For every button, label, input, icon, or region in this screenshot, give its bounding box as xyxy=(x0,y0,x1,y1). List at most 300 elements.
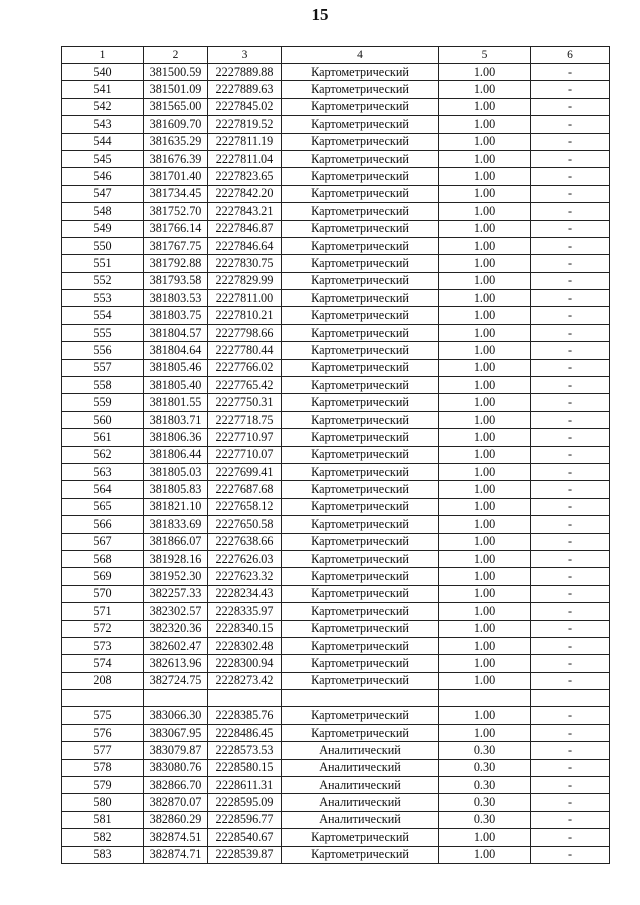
table-cell: 381766.14 xyxy=(144,220,208,237)
coordinates-table xyxy=(61,46,610,864)
table-cell: 546 xyxy=(62,168,144,185)
table-cell: 2227842.20 xyxy=(208,185,282,202)
table-cell: 382874.51 xyxy=(144,829,208,846)
table-cell: 554 xyxy=(62,307,144,324)
table-row xyxy=(62,116,610,133)
table-cell: 568 xyxy=(62,550,144,567)
table-cell: 559 xyxy=(62,394,144,411)
table-cell: 1.00 xyxy=(439,568,531,585)
table-cell: - xyxy=(531,203,610,220)
table-row xyxy=(62,550,610,567)
table-cell: 1.00 xyxy=(439,481,531,498)
table-row xyxy=(62,394,610,411)
table-cell: 382724.75 xyxy=(144,672,208,689)
table-cell: Картометрический xyxy=(282,533,439,550)
table-header-row xyxy=(62,47,610,64)
table-cell: 551 xyxy=(62,255,144,272)
table-row xyxy=(62,690,610,707)
table-cell: 1.00 xyxy=(439,533,531,550)
table-cell: - xyxy=(531,672,610,689)
table-cell: 545 xyxy=(62,150,144,167)
table-cell: 383067.95 xyxy=(144,724,208,741)
table-cell: 1.00 xyxy=(439,255,531,272)
table-cell: 2228573.53 xyxy=(208,742,282,759)
table-cell: 381805.46 xyxy=(144,359,208,376)
table-cell: 381833.69 xyxy=(144,516,208,533)
table-row xyxy=(62,794,610,811)
table-cell: Картометрический xyxy=(282,359,439,376)
column-header: 4 xyxy=(282,47,439,64)
table-cell: - xyxy=(531,707,610,724)
table-cell: 2227889.63 xyxy=(208,81,282,98)
page-number: 15 xyxy=(311,5,329,24)
table-cell: 1.00 xyxy=(439,724,531,741)
table-cell: 208 xyxy=(62,672,144,689)
table-cell: - xyxy=(531,133,610,150)
table-cell: 382302.57 xyxy=(144,603,208,620)
table-row xyxy=(62,498,610,515)
table-cell: 381952.30 xyxy=(144,568,208,585)
table-cell: 2227829.99 xyxy=(208,272,282,289)
table-cell: 1.00 xyxy=(439,498,531,515)
table-cell: 558 xyxy=(62,377,144,394)
table-cell: 381805.83 xyxy=(144,481,208,498)
table-cell: 1.00 xyxy=(439,272,531,289)
table-cell: 542 xyxy=(62,98,144,115)
table-row xyxy=(62,220,610,237)
table-row xyxy=(62,64,610,81)
table-cell: 581 xyxy=(62,811,144,828)
table-cell: 540 xyxy=(62,64,144,81)
table-cell: - xyxy=(531,359,610,376)
table-cell: 381803.53 xyxy=(144,290,208,307)
table-cell: 2228539.87 xyxy=(208,846,282,863)
table-cell: 541 xyxy=(62,81,144,98)
table-row xyxy=(62,290,610,307)
table-cell: 1.00 xyxy=(439,446,531,463)
table-cell: 1.00 xyxy=(439,324,531,341)
table-cell: 2227798.66 xyxy=(208,324,282,341)
table-cell: 381767.75 xyxy=(144,237,208,254)
table-cell: 383066.30 xyxy=(144,707,208,724)
table-cell: 572 xyxy=(62,620,144,637)
table-cell: 578 xyxy=(62,759,144,776)
table-cell: 570 xyxy=(62,585,144,602)
table-cell: 576 xyxy=(62,724,144,741)
table-cell: 381928.16 xyxy=(144,550,208,567)
table-cell: 565 xyxy=(62,498,144,515)
table-cell: Картометрический xyxy=(282,829,439,846)
table-cell: 1.00 xyxy=(439,411,531,428)
table-cell: 1.00 xyxy=(439,150,531,167)
table-cell: 1.00 xyxy=(439,116,531,133)
table-cell: - xyxy=(531,463,610,480)
table-cell: Картометрический xyxy=(282,81,439,98)
table-row xyxy=(62,168,610,185)
table-cell: 560 xyxy=(62,411,144,428)
column-header: 2 xyxy=(144,47,208,64)
table-cell: 1.00 xyxy=(439,359,531,376)
table-cell: Аналитический xyxy=(282,811,439,828)
table-cell: Картометрический xyxy=(282,411,439,428)
table-row xyxy=(62,324,610,341)
table-cell: 2227750.31 xyxy=(208,394,282,411)
table-cell: Аналитический xyxy=(282,759,439,776)
table-cell: 0.30 xyxy=(439,794,531,811)
table-cell: Картометрический xyxy=(282,377,439,394)
table-cell: Картометрический xyxy=(282,203,439,220)
table-cell: Аналитический xyxy=(282,742,439,759)
table-cell: Картометрический xyxy=(282,342,439,359)
table-cell: 2228486.45 xyxy=(208,724,282,741)
table-cell: 2228302.48 xyxy=(208,637,282,654)
table-cell: 1.00 xyxy=(439,307,531,324)
table-cell: Картометрический xyxy=(282,290,439,307)
table-cell: - xyxy=(531,846,610,863)
table-cell: - xyxy=(531,290,610,307)
table-cell: - xyxy=(531,550,610,567)
table-cell: - xyxy=(531,116,610,133)
table-cell: 1.00 xyxy=(439,168,531,185)
table-cell: 381806.36 xyxy=(144,429,208,446)
table-cell: Картометрический xyxy=(282,724,439,741)
table-cell: - xyxy=(531,829,610,846)
table-row xyxy=(62,463,610,480)
table-cell xyxy=(62,690,144,707)
table-cell: 1.00 xyxy=(439,603,531,620)
table-cell xyxy=(439,690,531,707)
table-cell: - xyxy=(531,237,610,254)
table-cell: - xyxy=(531,429,610,446)
table-cell: - xyxy=(531,498,610,515)
table-cell: 381801.55 xyxy=(144,394,208,411)
table-cell: 381821.10 xyxy=(144,498,208,515)
table-cell: Аналитический xyxy=(282,777,439,794)
table-cell: Картометрический xyxy=(282,168,439,185)
table-cell: 563 xyxy=(62,463,144,480)
table-cell: Картометрический xyxy=(282,620,439,637)
table-cell: - xyxy=(531,411,610,428)
table-cell: 381500.59 xyxy=(144,64,208,81)
table-row xyxy=(62,672,610,689)
table-cell: 2228340.15 xyxy=(208,620,282,637)
table-cell: 2227846.64 xyxy=(208,237,282,254)
table-row xyxy=(62,637,610,654)
table-cell: 2227823.65 xyxy=(208,168,282,185)
table-cell: 1.00 xyxy=(439,620,531,637)
table-cell: 1.00 xyxy=(439,429,531,446)
table-cell: 2227699.41 xyxy=(208,463,282,480)
table-cell: 1.00 xyxy=(439,133,531,150)
table-cell: 381676.39 xyxy=(144,150,208,167)
table-row xyxy=(62,655,610,672)
table-cell: 2228273.42 xyxy=(208,672,282,689)
table-row xyxy=(62,533,610,550)
table-cell: 381805.03 xyxy=(144,463,208,480)
table-cell: Картометрический xyxy=(282,672,439,689)
table-row xyxy=(62,585,610,602)
table-cell: 575 xyxy=(62,707,144,724)
table-cell: 1.00 xyxy=(439,220,531,237)
table-cell: Картометрический xyxy=(282,150,439,167)
table-cell: 556 xyxy=(62,342,144,359)
table-cell: 582 xyxy=(62,829,144,846)
table-cell: 2228385.76 xyxy=(208,707,282,724)
table-cell: - xyxy=(531,255,610,272)
table-cell: - xyxy=(531,342,610,359)
table-cell: - xyxy=(531,220,610,237)
table-cell: 1.00 xyxy=(439,672,531,689)
table-cell: 382602.47 xyxy=(144,637,208,654)
table-cell: 381501.09 xyxy=(144,81,208,98)
table-cell: 583 xyxy=(62,846,144,863)
table-cell: 557 xyxy=(62,359,144,376)
table-cell: 543 xyxy=(62,116,144,133)
table-row xyxy=(62,777,610,794)
table-row xyxy=(62,446,610,463)
table-cell: 2227780.44 xyxy=(208,342,282,359)
table-cell: 564 xyxy=(62,481,144,498)
table-cell xyxy=(282,690,439,707)
table-cell: 381803.71 xyxy=(144,411,208,428)
column-header: 3 xyxy=(208,47,282,64)
table-row xyxy=(62,185,610,202)
table-cell: 577 xyxy=(62,742,144,759)
table-cell: - xyxy=(531,81,610,98)
table-row xyxy=(62,516,610,533)
table-cell: Картометрический xyxy=(282,603,439,620)
table-cell: 2227658.12 xyxy=(208,498,282,515)
table-cell: Картометрический xyxy=(282,255,439,272)
table-cell: Картометрический xyxy=(282,463,439,480)
table-cell: Картометрический xyxy=(282,637,439,654)
table-cell: 381609.70 xyxy=(144,116,208,133)
table-cell: 1.00 xyxy=(439,185,531,202)
table-cell: Картометрический xyxy=(282,307,439,324)
table-cell: 1.00 xyxy=(439,237,531,254)
table-cell: 2227765.42 xyxy=(208,377,282,394)
table-cell: 1.00 xyxy=(439,550,531,567)
column-header: 6 xyxy=(531,47,610,64)
table-cell: 1.00 xyxy=(439,585,531,602)
table-cell: 2227638.66 xyxy=(208,533,282,550)
table-cell: - xyxy=(531,324,610,341)
table-cell: 2228580.15 xyxy=(208,759,282,776)
table-cell: 382613.96 xyxy=(144,655,208,672)
table-cell: 381701.40 xyxy=(144,168,208,185)
table-row xyxy=(62,411,610,428)
table-cell: 382320.36 xyxy=(144,620,208,637)
table-cell: 550 xyxy=(62,237,144,254)
table-cell: Картометрический xyxy=(282,481,439,498)
table-cell: 1.00 xyxy=(439,98,531,115)
table-cell: 2227810.21 xyxy=(208,307,282,324)
table-cell: - xyxy=(531,185,610,202)
table-cell: 382870.07 xyxy=(144,794,208,811)
table-cell xyxy=(208,690,282,707)
table-cell: 580 xyxy=(62,794,144,811)
table-cell: 2227889.88 xyxy=(208,64,282,81)
table-row xyxy=(62,359,610,376)
table-row xyxy=(62,620,610,637)
table-cell: 0.30 xyxy=(439,742,531,759)
table-cell: Картометрический xyxy=(282,64,439,81)
table-cell: 2227623.32 xyxy=(208,568,282,585)
table-row xyxy=(62,707,610,724)
table-cell: 548 xyxy=(62,203,144,220)
table-row xyxy=(62,307,610,324)
table-cell: 547 xyxy=(62,185,144,202)
table-cell: - xyxy=(531,742,610,759)
table-cell: 553 xyxy=(62,290,144,307)
table-row xyxy=(62,342,610,359)
table-cell: 2227843.21 xyxy=(208,203,282,220)
table-cell: 2227626.03 xyxy=(208,550,282,567)
table-cell: - xyxy=(531,655,610,672)
table-cell: 573 xyxy=(62,637,144,654)
table-row xyxy=(62,150,610,167)
table-cell: 562 xyxy=(62,446,144,463)
table-cell: - xyxy=(531,811,610,828)
table-cell: - xyxy=(531,394,610,411)
table-cell: - xyxy=(531,620,610,637)
table-cell: - xyxy=(531,98,610,115)
table-cell: 1.00 xyxy=(439,516,531,533)
table-cell: Картометрический xyxy=(282,394,439,411)
table-cell: 2227766.02 xyxy=(208,359,282,376)
table-row xyxy=(62,811,610,828)
table-cell: - xyxy=(531,307,610,324)
table-cell: Картометрический xyxy=(282,429,439,446)
table-cell: - xyxy=(531,568,610,585)
table-cell: 1.00 xyxy=(439,707,531,724)
table-cell: 1.00 xyxy=(439,203,531,220)
table-cell: Картометрический xyxy=(282,498,439,515)
table-cell: Картометрический xyxy=(282,220,439,237)
table-row xyxy=(62,429,610,446)
table-cell: 383079.87 xyxy=(144,742,208,759)
table-cell: 579 xyxy=(62,777,144,794)
table-cell: 1.00 xyxy=(439,290,531,307)
table-cell: 381752.70 xyxy=(144,203,208,220)
table-cell: 574 xyxy=(62,655,144,672)
table-cell: 382257.33 xyxy=(144,585,208,602)
table-cell: 552 xyxy=(62,272,144,289)
table-cell: - xyxy=(531,516,610,533)
table-row xyxy=(62,81,610,98)
table-cell: 0.30 xyxy=(439,759,531,776)
table-cell: Картометрический xyxy=(282,237,439,254)
table-cell: - xyxy=(531,64,610,81)
table-row xyxy=(62,272,610,289)
table-cell: 381866.07 xyxy=(144,533,208,550)
table-cell: 381804.64 xyxy=(144,342,208,359)
table-cell: 2228611.31 xyxy=(208,777,282,794)
table-cell: 2228596.77 xyxy=(208,811,282,828)
table-cell: Картометрический xyxy=(282,98,439,115)
table-row xyxy=(62,377,610,394)
table-cell: 2227687.68 xyxy=(208,481,282,498)
table-cell: 381804.57 xyxy=(144,324,208,341)
table-cell: 2227819.52 xyxy=(208,116,282,133)
table-cell: Картометрический xyxy=(282,185,439,202)
table-cell: - xyxy=(531,603,610,620)
table-cell: - xyxy=(531,168,610,185)
table-cell: Картометрический xyxy=(282,568,439,585)
table-cell: 381565.00 xyxy=(144,98,208,115)
table-cell: Картометрический xyxy=(282,446,439,463)
table-cell: 381792.88 xyxy=(144,255,208,272)
table-cell: Картометрический xyxy=(282,516,439,533)
table-cell: Картометрический xyxy=(282,585,439,602)
table-cell: 2228335.97 xyxy=(208,603,282,620)
table-cell: Картометрический xyxy=(282,846,439,863)
table-cell: 381793.58 xyxy=(144,272,208,289)
table-cell: 1.00 xyxy=(439,377,531,394)
table-cell: 2227811.00 xyxy=(208,290,282,307)
table-cell: Картометрический xyxy=(282,550,439,567)
table-cell: 2227718.75 xyxy=(208,411,282,428)
table-cell: 381805.40 xyxy=(144,377,208,394)
table-cell: 2227811.04 xyxy=(208,150,282,167)
table-cell: - xyxy=(531,724,610,741)
table-cell: - xyxy=(531,533,610,550)
table-cell: - xyxy=(531,637,610,654)
table-row xyxy=(62,133,610,150)
table-body xyxy=(62,64,610,864)
table-cell: 0.30 xyxy=(439,777,531,794)
table-cell: 1.00 xyxy=(439,637,531,654)
table-cell: - xyxy=(531,777,610,794)
table-cell: Картометрический xyxy=(282,133,439,150)
table-cell: 381734.45 xyxy=(144,185,208,202)
table-cell: 383080.76 xyxy=(144,759,208,776)
table-cell: 1.00 xyxy=(439,394,531,411)
table-cell: 561 xyxy=(62,429,144,446)
table-cell: 2227710.97 xyxy=(208,429,282,446)
table-cell: 566 xyxy=(62,516,144,533)
table-cell: 569 xyxy=(62,568,144,585)
table-cell: Картометрический xyxy=(282,272,439,289)
table-cell: 382866.70 xyxy=(144,777,208,794)
table-cell: 382860.29 xyxy=(144,811,208,828)
column-header: 5 xyxy=(439,47,531,64)
column-header: 1 xyxy=(62,47,144,64)
table-row xyxy=(62,724,610,741)
table-cell: - xyxy=(531,585,610,602)
table-cell: 544 xyxy=(62,133,144,150)
table-row xyxy=(62,255,610,272)
table-row xyxy=(62,98,610,115)
table-cell: Картометрический xyxy=(282,324,439,341)
table-cell: - xyxy=(531,377,610,394)
table-cell: 2228300.94 xyxy=(208,655,282,672)
table-cell: 2228540.67 xyxy=(208,829,282,846)
table-row xyxy=(62,237,610,254)
table-cell: 381635.29 xyxy=(144,133,208,150)
table-cell: - xyxy=(531,272,610,289)
table-row xyxy=(62,603,610,620)
table-row xyxy=(62,203,610,220)
table-cell: 1.00 xyxy=(439,463,531,480)
table-cell: 2227845.02 xyxy=(208,98,282,115)
table-cell: 2227811.19 xyxy=(208,133,282,150)
table-cell: - xyxy=(531,759,610,776)
table-cell: 2227650.58 xyxy=(208,516,282,533)
table-cell: 2228234.43 xyxy=(208,585,282,602)
table-row xyxy=(62,829,610,846)
table-cell: Картометрический xyxy=(282,116,439,133)
